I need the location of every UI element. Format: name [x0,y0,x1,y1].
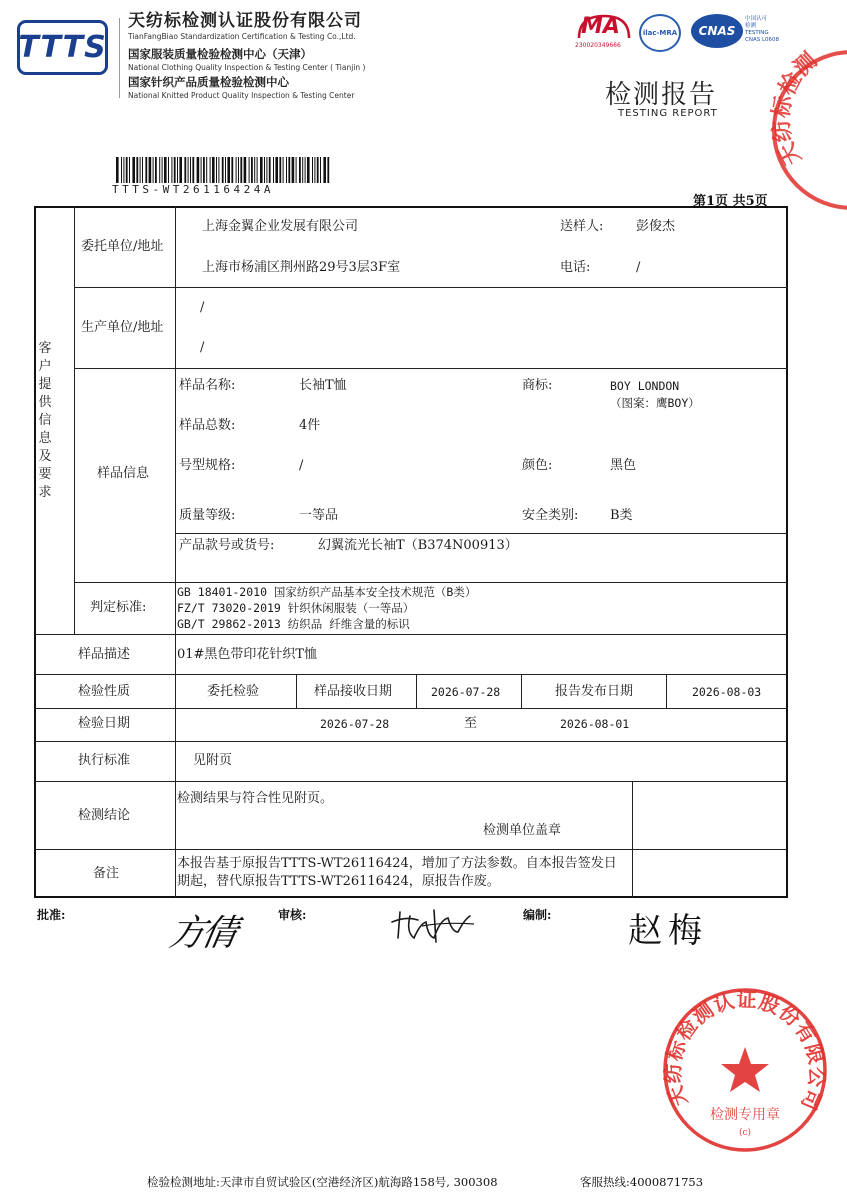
barcode-bar [129,157,130,183]
barcode-bar [206,157,207,183]
desc-label: 样品描述 [78,647,131,662]
barcode-bar [249,157,250,183]
barcode-bar [227,157,230,183]
col-divider [74,206,75,634]
seal-sub-text: 检测专用章 [710,1107,780,1123]
barcode-bar [168,157,169,183]
color-value: 黑色 [610,458,637,473]
org-block [128,6,365,100]
compile-signature: 赵梅 [628,911,708,951]
center2-cn: 国家针织产品质量检验检测中心 [128,75,289,89]
col-divider [632,781,633,898]
col-divider [521,674,522,708]
grade-value: 一等品 [299,508,339,523]
client-name: 上海金翼企业发展有限公司 [202,219,359,234]
barcode-bar [126,157,128,183]
footer-address: 检验检测地址:天津市自贸试验区(空港经济区)航海路158号, 300308 [147,1175,498,1189]
test-date-to: 至 [464,716,478,731]
cma-icon [575,12,633,52]
conclusion-stamp-text: 检测单位盖章 [483,823,562,838]
barcode-bar [136,157,138,183]
barcode-bar [132,157,135,183]
ilac-mark: ilac-MRA [642,29,678,37]
col-divider [175,206,176,898]
exec-label: 执行标准 [78,753,131,768]
report-subtitle: TESTING REPORT [618,108,718,119]
barcode-bar [327,157,329,183]
producer-address: / [200,340,205,355]
barcode-bar [149,157,152,183]
model-label: 产品款号或货号: [179,538,275,553]
size-value: / [299,458,304,473]
receive-label: 样品接收日期 [314,684,393,699]
barcode-bar [179,157,182,183]
cnas-text: 中国认可 检测 TESTING CNAS L0608 [745,16,780,43]
remark-label: 备注 [93,866,120,881]
barcode-bar [171,157,172,183]
cnas-mark: CNAS [698,24,736,38]
barcode-bar [299,157,301,183]
barcode-bar [254,157,255,183]
row-divider [175,533,788,534]
page-number: 第1页 共5页 [693,194,768,209]
barcode-bar [140,157,141,183]
brand-value: BOY LONDON [610,379,680,393]
phone-value: / [636,260,641,275]
row-divider [34,741,788,742]
barcode-bar [305,157,306,183]
barcode-bar [190,157,191,183]
standard-line: GB/T 29862-2013 纺织品 纤维含量的标识 [177,617,410,631]
cnas-icon [691,14,743,48]
test-date-start: 2026-07-28 [320,717,390,731]
barcode-bar [238,157,239,183]
producer-label: 生产单位/地址 [81,320,164,335]
barcode-bar [201,157,202,183]
barcode-bar [269,157,271,183]
barcode-bar [218,157,219,183]
center1-en: National Clothing Quality Inspection & Testing Center ( Tianjin ) [128,63,366,72]
brand-pattern: （图案：鹰BOY） [610,396,700,410]
barcode-bar [159,157,160,183]
exec-value: 见附页 [193,753,233,768]
barcode-bar [260,157,263,183]
report-title: 检测报告 [605,80,718,110]
size-label: 号型规格: [179,458,236,473]
barcode-bar [292,157,295,183]
barcode-bar [231,157,233,183]
col-divider [296,674,297,708]
barcode-number: TTTS-WT26116424A [112,183,274,196]
barcode-bar [296,157,297,183]
client-label: 委托单位/地址 [81,239,164,254]
barcode-bar [288,157,290,183]
remark-line2: 期起，替代原报告TTTS-WT26116424，原报告作废。 [177,874,500,889]
seal-main-text: 天纺标检测认证股份有限公司 [660,987,830,1115]
barcode-bar [142,157,143,183]
barcode-bar [317,157,319,183]
compile-label: 编制: [523,908,552,922]
review-label: 审核: [278,908,307,922]
conclusion-label: 检测结论 [78,808,131,823]
sender-value: 彭俊杰 [636,219,676,234]
nature-value: 委托检验 [207,684,260,699]
client-address: 上海市杨浦区荆州路29号3层3F室 [202,260,401,275]
barcode-bar [210,157,211,183]
barcode-bar [257,157,258,183]
seal-partial-icon [762,40,847,220]
safety-label: 安全类别: [522,508,579,523]
grade-label: 质量等级: [179,508,236,523]
test-date-label: 检验日期 [78,716,131,731]
barcode-bar [283,157,284,183]
sample-count-label: 样品总数: [179,418,236,433]
row-divider [34,708,788,709]
barcode-bar [197,157,200,183]
barcode-bar [251,157,253,183]
issue-label: 报告发布日期 [555,684,634,699]
row-divider [74,368,788,369]
standard-line: GB 18401-2010 国家纺织产品基本安全技术规范（B类） [177,585,477,599]
barcode-bar [273,157,274,183]
row-divider [34,781,788,782]
col-divider [666,674,667,708]
barcode-bar [275,157,278,183]
barcode-bar [123,157,124,183]
barcode-bar [184,157,186,183]
org-name-en: TianFangBiao Standardization Certification & Testing Co.,Ltd. [128,32,356,41]
review-signature [388,902,478,950]
footer-hotline: 客服热线:4000871753 [580,1175,704,1189]
barcode-bar [286,157,287,183]
col-divider [416,674,417,708]
row-divider [34,634,788,635]
barcode-bar [312,157,313,183]
barcode-bar [162,157,163,183]
barcode-bar [314,157,315,183]
barcode-bar [145,157,147,183]
barcode-bar [264,157,265,183]
model-value: 幻翼流光长袖T（B374N00913） [318,538,518,553]
brand-label: 商标: [522,378,553,393]
barcode-bar [236,157,237,183]
safety-value: B类 [610,508,633,523]
color-label: 颜色: [522,458,553,473]
receive-date: 2026-07-28 [431,685,501,699]
barcode-bar [302,157,303,183]
company-logo [17,20,108,75]
remark-line1: 本报告基于原报告TTTS-WT26116424，增加了方法参数。自本报告签发日 [177,856,617,871]
center2-en: National Knitted Product Quality Inspection & Testing Center [128,91,355,100]
barcode-bar [177,157,178,183]
sample-name-label: 样品名称: [179,378,236,393]
cma-number: 230020349666 [575,42,621,49]
barcode-bar [222,157,224,183]
standard-label: 判定标准: [90,600,147,615]
barcode-bar [155,157,157,183]
barcode-bar [216,157,217,183]
barcode-bar [153,157,154,183]
barcode-bar [203,157,205,183]
barcode-bar [212,157,215,183]
sender-label: 送样人: [560,219,604,234]
barcode-bar [240,157,242,183]
approve-signature: 方倩 [165,913,238,954]
barcode-bar [121,157,122,183]
barcode-bar [323,157,326,183]
row-divider [74,582,788,583]
barcode-bar [266,157,267,183]
test-date-end: 2026-08-01 [560,717,630,731]
approve-label: 批准: [37,908,66,922]
sample-info-label: 样品信息 [97,466,150,481]
producer-name: / [200,300,205,315]
barcode-icon [114,157,332,183]
issue-date: 2026-08-03 [692,685,762,699]
conclusion-value: 检测结果与符合性见附页。 [177,791,334,806]
barcode-bar [192,157,194,183]
star-icon [721,1047,769,1092]
row-divider [74,287,788,288]
official-seal-icon [660,985,830,1155]
phone-label: 电话: [560,260,591,275]
certification-marks [575,12,785,56]
center1-cn: 国家服装质量检验检测中心（天津） [128,47,312,61]
barcode-bar [244,157,247,183]
barcode-bar [174,157,176,183]
nature-label: 检验性质 [78,684,131,699]
seal-mark: (c) [738,1128,752,1138]
barcode-bar [188,157,189,183]
barcode-bar [116,157,119,183]
svg-text:天纺标检测 [768,48,823,170]
section-label-customer: 客户提供信息及要求 [38,341,52,500]
sample-name-value: 长袖T恤 [299,378,347,393]
sample-count-value: 4件 [299,418,321,433]
barcode-bar [164,157,167,183]
desc-value: 01#黑色带印花针织T恤 [177,647,318,662]
barcode-bar [320,157,321,183]
cma-mark: MA [581,14,620,39]
logo-text: TTTS [18,30,107,65]
row-divider [34,674,788,675]
org-name-cn: 天纺标检测认证股份有限公司 [128,11,362,31]
standard-line: FZ/T 73020-2019 针织休闲服装（一等品） [177,601,415,615]
seal-top-text: 天纺标检测 [767,47,823,170]
barcode-bar [307,157,310,183]
barcode-bar [279,157,281,183]
barcode-bar [225,157,226,183]
row-divider [34,849,788,850]
ilac-mra-icon [639,14,681,52]
header-divider [119,18,120,98]
